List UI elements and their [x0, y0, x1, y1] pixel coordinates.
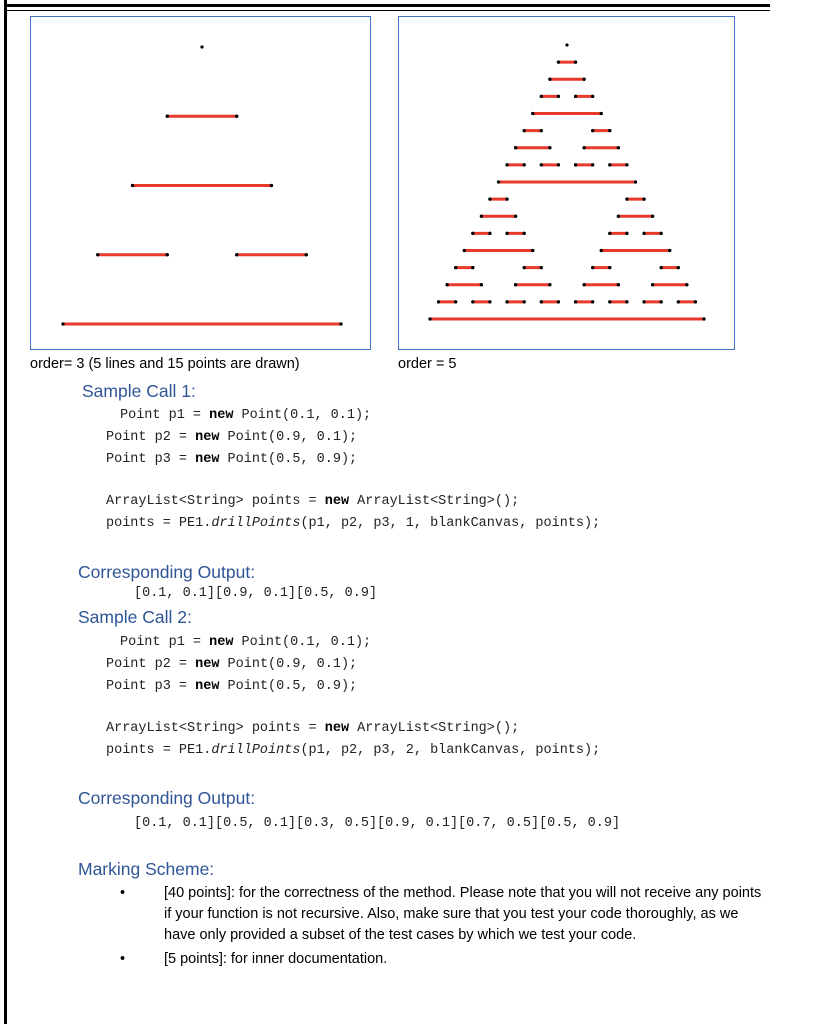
drill-point: [339, 322, 342, 325]
drill-point: [617, 215, 620, 218]
drill-point: [166, 115, 169, 118]
figure-order-5-canvas: [399, 17, 736, 351]
drill-point: [446, 283, 449, 286]
output-1: [0.1, 0.1][0.9, 0.1][0.5, 0.9]: [134, 586, 378, 601]
drill-point: [634, 180, 637, 183]
drill-point: [565, 43, 568, 46]
drill-point: [591, 129, 594, 132]
drill-point: [471, 300, 474, 303]
code-line: Point p2 = new Point(0.9, 0.1);: [106, 657, 358, 672]
drill-point: [540, 95, 543, 98]
code-line: ArrayList<String> points = new ArrayList<String>();: [106, 721, 520, 736]
drill-point: [305, 253, 308, 256]
drill-point: [235, 115, 238, 118]
figure-order-3-canvas: [31, 17, 372, 351]
marking-scheme-heading: Marking Scheme:: [78, 859, 215, 879]
drill-point: [574, 95, 577, 98]
corresponding-output-1-heading: Corresponding Output:: [78, 562, 256, 582]
drill-point: [200, 45, 203, 48]
page-border-top-thin: [4, 10, 770, 11]
drill-point: [454, 266, 457, 269]
page-border-top: [4, 4, 770, 7]
marking-scheme-list: [120, 883, 770, 970]
figure-order-3-caption: order= 3 (5 lines and 15 points are drawn): [30, 356, 300, 372]
drill-point: [540, 300, 543, 303]
drill-point: [625, 163, 628, 166]
list-item: [120, 883, 770, 946]
drill-point: [505, 198, 508, 201]
drill-point: [608, 300, 611, 303]
drill-point: [608, 266, 611, 269]
drill-point: [548, 146, 551, 149]
drill-point: [505, 163, 508, 166]
code-line: points = PE1.drillPoints(p1, p2, p3, 2, blankCanvas, points);: [106, 743, 601, 758]
drill-point: [660, 266, 663, 269]
drill-point: [591, 300, 594, 303]
drill-point: [625, 300, 628, 303]
drill-point: [668, 249, 671, 252]
drill-point: [574, 300, 577, 303]
drill-point: [548, 78, 551, 81]
figure-order-5: [398, 16, 735, 350]
drill-point: [505, 232, 508, 235]
drill-point: [540, 163, 543, 166]
drill-point: [463, 249, 466, 252]
drill-point: [617, 283, 620, 286]
figure-order-3: [30, 16, 371, 350]
drill-point: [557, 163, 560, 166]
code-line: Point p3 = new Point(0.5, 0.9);: [106, 452, 358, 467]
drill-point: [480, 215, 483, 218]
drill-point: [235, 253, 238, 256]
drill-point: [702, 317, 705, 320]
drill-point: [488, 232, 491, 235]
drill-point: [574, 163, 577, 166]
drill-point: [694, 300, 697, 303]
corresponding-output-2-heading: Corresponding Output:: [78, 788, 256, 808]
drill-point: [497, 180, 500, 183]
drill-point: [480, 283, 483, 286]
drill-point: [96, 253, 99, 256]
list-item-text: [5 points]: for inner documentation.: [164, 951, 388, 967]
drill-point: [557, 61, 560, 64]
code-line: ArrayList<String> points = new ArrayList<String>();: [106, 494, 520, 509]
drill-point: [591, 163, 594, 166]
sample-call-2-heading: Sample Call 2:: [78, 607, 192, 627]
drill-point: [600, 249, 603, 252]
drill-point: [660, 300, 663, 303]
drill-point: [523, 266, 526, 269]
drill-point: [514, 215, 517, 218]
bullet-icon: •: [120, 951, 126, 967]
drill-point: [540, 129, 543, 132]
code-line: Point p3 = new Point(0.5, 0.9);: [106, 679, 358, 694]
drill-point: [540, 266, 543, 269]
figure-order-5-caption: order = 5: [398, 356, 457, 372]
code-line: Point p2 = new Point(0.9, 0.1);: [106, 430, 358, 445]
drill-point: [574, 61, 577, 64]
drill-point: [617, 146, 620, 149]
drill-point: [591, 95, 594, 98]
drill-point: [523, 163, 526, 166]
drill-point: [625, 232, 628, 235]
drill-point: [583, 146, 586, 149]
drill-point: [531, 112, 534, 115]
drill-point: [583, 283, 586, 286]
drill-point: [428, 317, 431, 320]
drill-point: [625, 198, 628, 201]
drill-point: [651, 215, 654, 218]
drill-point: [608, 129, 611, 132]
drill-point: [61, 322, 64, 325]
code-line: points = PE1.drillPoints(p1, p2, p3, 1, blankCanvas, points);: [106, 516, 601, 531]
drill-point: [677, 266, 680, 269]
drill-point: [600, 112, 603, 115]
drill-point: [437, 300, 440, 303]
drill-point: [591, 266, 594, 269]
list-item-text: [40 points]: for the correctness of the method. Please note that you will not receive any points if your function is not recursive. Also, make sure that you test your code thoroughly, as we have only provided a subset of the test cases by which we test your code.: [164, 885, 762, 943]
bullet-icon: •: [120, 885, 126, 901]
drill-point: [454, 300, 457, 303]
drill-point: [471, 232, 474, 235]
drill-point: [523, 232, 526, 235]
drill-point: [642, 198, 645, 201]
drill-point: [131, 184, 134, 187]
list-item: [120, 949, 770, 970]
drill-point: [608, 232, 611, 235]
drill-point: [651, 283, 654, 286]
drill-point: [523, 129, 526, 132]
drill-point: [677, 300, 680, 303]
code-line: Point p1 = new Point(0.1, 0.1);: [120, 408, 372, 423]
drill-point: [514, 146, 517, 149]
drill-point: [471, 266, 474, 269]
sample-call-1-heading: Sample Call 1:: [82, 381, 196, 401]
drill-point: [270, 184, 273, 187]
drill-point: [531, 249, 534, 252]
drill-point: [166, 253, 169, 256]
drill-point: [660, 232, 663, 235]
code-line: Point p1 = new Point(0.1, 0.1);: [120, 635, 372, 650]
drill-point: [488, 300, 491, 303]
page-border-left: [4, 0, 7, 1024]
drill-point: [642, 232, 645, 235]
drill-point: [488, 198, 491, 201]
drill-point: [557, 300, 560, 303]
drill-point: [557, 95, 560, 98]
drill-point: [583, 78, 586, 81]
drill-point: [514, 283, 517, 286]
drill-point: [685, 283, 688, 286]
drill-point: [642, 300, 645, 303]
drill-point: [608, 163, 611, 166]
output-2: [0.1, 0.1][0.5, 0.1][0.3, 0.5][0.9, 0.1][0.7, 0.5][0.5, 0.9]: [134, 816, 621, 831]
drill-point: [523, 300, 526, 303]
drill-point: [505, 300, 508, 303]
drill-point: [548, 283, 551, 286]
